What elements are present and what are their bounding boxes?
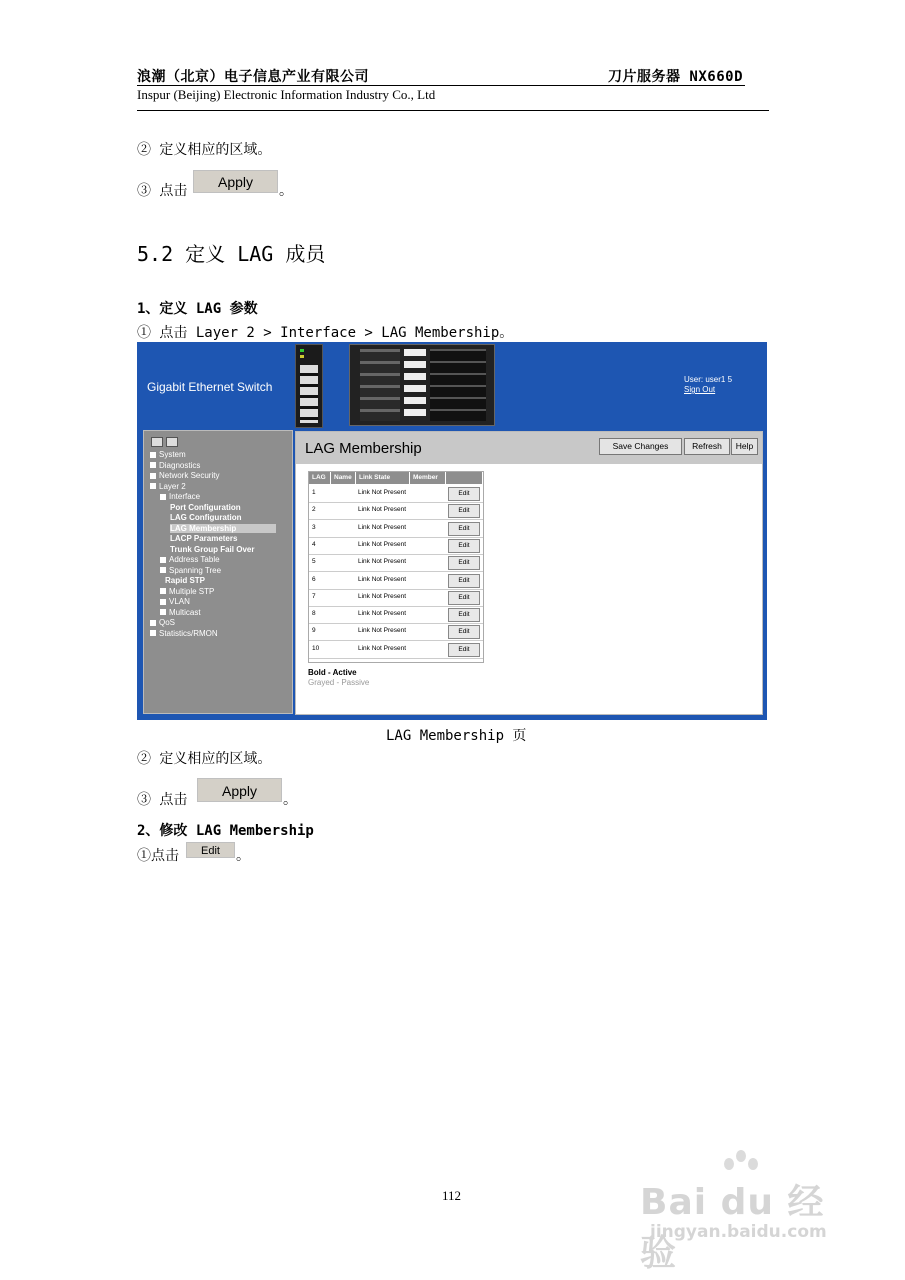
nav-item[interactable] xyxy=(170,513,242,522)
baidu-watermark xyxy=(640,1150,860,1274)
expand-all-icon[interactable] xyxy=(151,437,163,447)
nav-item-label: Interface xyxy=(169,492,201,501)
table-row xyxy=(309,502,483,520)
nav-item[interactable] xyxy=(170,524,276,533)
nav-item-label: LAG Configuration xyxy=(170,513,242,522)
refresh-button[interactable]: Refresh xyxy=(684,438,730,455)
table-row xyxy=(309,623,483,641)
step-click-apply-suffix: 。 xyxy=(279,183,293,199)
nav-item-label: Spanning Tree xyxy=(169,565,222,575)
apply-button-image: Apply xyxy=(193,170,278,193)
tree-toggle-icon[interactable] xyxy=(150,473,156,479)
nav-item[interactable] xyxy=(150,450,186,459)
edit-button[interactable]: Edit xyxy=(448,522,480,536)
nav-item-label: Port Configuration xyxy=(170,502,241,512)
nav-item[interactable] xyxy=(160,587,214,596)
nav-item-label: VLAN xyxy=(169,597,190,606)
table-row xyxy=(309,520,483,538)
cell-lag: 4 xyxy=(312,540,316,548)
cell-link-state: Link Not Present xyxy=(358,523,407,531)
tree-toggle-icon[interactable] xyxy=(150,620,156,626)
edit-button[interactable]: Edit xyxy=(448,608,480,622)
edit-button[interactable]: Edit xyxy=(448,591,480,605)
cell-link-state: Link Not Present xyxy=(358,489,407,496)
nav-item-label: Network Security xyxy=(159,471,220,480)
cell-lag: 10 xyxy=(312,644,320,652)
nav-item-label: Diagnostics xyxy=(159,460,201,470)
nav-item[interactable] xyxy=(160,555,220,564)
cell-link-state: Link Not Present xyxy=(358,644,407,652)
tree-toggle-icon[interactable] xyxy=(160,494,166,500)
edit-button[interactable]: Edit xyxy=(448,556,480,570)
main-content xyxy=(295,431,763,715)
nav-item[interactable] xyxy=(170,545,254,554)
tree-toggle-icon[interactable] xyxy=(160,588,166,594)
table-row xyxy=(309,554,483,572)
collapse-all-icon[interactable] xyxy=(166,437,178,447)
lag-table xyxy=(308,471,484,663)
nav-item[interactable] xyxy=(150,629,218,638)
edit-button[interactable]: Edit xyxy=(448,643,480,657)
edit-button-image: Edit xyxy=(186,842,235,858)
step-click-apply-prefix: ③ 点击 xyxy=(137,183,188,199)
table-row xyxy=(309,537,483,555)
nav-item-label: Address Table xyxy=(169,555,220,564)
tree-toggle-icon[interactable] xyxy=(160,567,166,573)
nav-item[interactable] xyxy=(170,503,241,512)
nav-item[interactable] xyxy=(160,608,201,617)
save-changes-button[interactable]: Save Changes xyxy=(599,438,682,455)
step-navigate: ① 点击 Layer 2 > Interface > LAG Membership。 xyxy=(137,325,514,341)
nav-item[interactable] xyxy=(160,566,221,575)
col-action xyxy=(446,472,483,484)
cell-link-state: Link Not Present xyxy=(358,558,407,566)
legend-passive: Grayed - Passive xyxy=(308,678,370,687)
cell-lag: 1 xyxy=(312,489,316,496)
cell-lag: 2 xyxy=(312,506,316,514)
blade-chassis-image xyxy=(349,344,495,426)
cell-link-state: Link Not Present xyxy=(358,610,407,618)
help-button[interactable]: Help xyxy=(731,438,758,455)
header-company-cn: 浪潮（北京）电子信息产业有限公司 xyxy=(137,69,369,85)
page-title: LAG Membership xyxy=(305,440,422,457)
table-row xyxy=(309,606,483,624)
edit-button[interactable]: Edit xyxy=(448,539,480,553)
cell-lag: 8 xyxy=(312,610,316,618)
nav-item[interactable] xyxy=(150,471,219,480)
cell-link-state: Link Not Present xyxy=(358,575,407,583)
col-name: Name xyxy=(331,472,356,484)
nav-item[interactable] xyxy=(150,618,175,627)
tree-toggle-icon[interactable] xyxy=(160,609,166,615)
col-lag: LAG xyxy=(309,472,331,484)
cell-link-state: Link Not Present xyxy=(358,627,407,635)
col-member: Member xyxy=(410,472,446,484)
cell-lag: 6 xyxy=(312,575,316,583)
nav-item[interactable] xyxy=(165,576,205,585)
nav-item[interactable] xyxy=(170,534,237,543)
edit-button[interactable]: Edit xyxy=(448,625,480,639)
nav-item-label: Layer 2 xyxy=(159,481,186,491)
step-click-apply-suffix-2: 。 xyxy=(283,792,297,808)
edit-button[interactable]: Edit xyxy=(448,487,480,501)
user-label: User: user1 5 xyxy=(684,375,733,384)
user-info xyxy=(684,375,732,395)
nav-item-label: Trunk Group Fail Over xyxy=(170,544,255,554)
subheading-lag-params: 1、定义 LAG 参数 xyxy=(137,301,258,317)
sign-out-link[interactable]: Sign Out xyxy=(684,385,716,394)
cell-lag: 3 xyxy=(312,523,316,531)
page-number: 112 xyxy=(442,1188,462,1203)
table-row xyxy=(309,572,483,590)
nav-item-label: System xyxy=(159,450,186,459)
subheading-modify: 2、修改 LAG Membership xyxy=(137,823,314,839)
cell-link-state: Link Not Present xyxy=(358,540,407,548)
header-product: 刀片服务器 NX660D xyxy=(608,69,744,85)
edit-button[interactable]: Edit xyxy=(448,504,480,518)
figure-caption: LAG Membership 页 xyxy=(386,728,527,744)
step-click-edit-suffix: 。 xyxy=(236,848,250,864)
watermark-brand: Bai du 经验 xyxy=(640,1182,825,1274)
col-link-state: Link State xyxy=(356,472,410,484)
table-row xyxy=(309,589,483,607)
tree-toggle-icon[interactable] xyxy=(150,483,156,489)
watermark-url: jingyan.baidu.com xyxy=(650,1222,827,1242)
cell-lag: 9 xyxy=(312,627,316,635)
switch-device-image xyxy=(295,344,323,428)
tree-toggle-icon[interactable] xyxy=(150,630,156,636)
cell-lag: 7 xyxy=(312,592,316,600)
section-heading: 5.2 定义 LAG 成员 xyxy=(137,242,326,266)
step-click-edit-prefix: ①点击 xyxy=(137,848,179,864)
tree-toggle-icon[interactable] xyxy=(160,599,166,605)
tree-toggle-icon[interactable] xyxy=(150,452,156,458)
nav-item-label: LACP Parameters xyxy=(170,534,238,543)
header-rule xyxy=(137,110,769,111)
header-company-en: Inspur (Beijing) Electronic Information Industry Co., Ltd xyxy=(137,87,436,102)
nav-item[interactable] xyxy=(160,597,190,606)
table-row xyxy=(309,485,483,503)
nav-item-label: Rapid STP xyxy=(165,576,206,585)
apply-button-image-2: Apply xyxy=(197,778,282,802)
cell-lag: 5 xyxy=(312,558,316,566)
nav-item[interactable] xyxy=(160,492,200,501)
nav-item-label: QoS xyxy=(159,618,176,627)
step-define-region: ② 定义相应的区域。 xyxy=(137,142,272,158)
edit-button[interactable]: Edit xyxy=(448,574,480,588)
nav-item-label: Multiple STP xyxy=(169,586,215,596)
tree-toggle-icon[interactable] xyxy=(160,557,166,563)
step-define-region-2: ② 定义相应的区域。 xyxy=(137,751,272,767)
nav-item-label: LAG Membership xyxy=(170,523,237,533)
app-title: Gigabit Ethernet Switch xyxy=(147,380,273,394)
paw-icon xyxy=(724,1150,764,1176)
cell-link-state: Link Not Present xyxy=(358,506,407,514)
table-row xyxy=(309,641,483,659)
nav-item[interactable] xyxy=(150,482,186,491)
nav-item-label: Statistics/RMON xyxy=(159,628,218,638)
tree-toggle-icon[interactable] xyxy=(150,462,156,468)
switch-ui-screenshot xyxy=(137,342,767,720)
nav-item-label: Multicast xyxy=(169,607,201,617)
legend-active: Bold - Active xyxy=(308,668,357,677)
header-rule-short xyxy=(137,85,745,86)
step-click-apply-prefix-2: ③ 点击 xyxy=(137,792,188,808)
cell-link-state: Link Not Present xyxy=(358,592,407,600)
nav-panel xyxy=(143,430,293,714)
nav-item[interactable] xyxy=(150,461,200,470)
